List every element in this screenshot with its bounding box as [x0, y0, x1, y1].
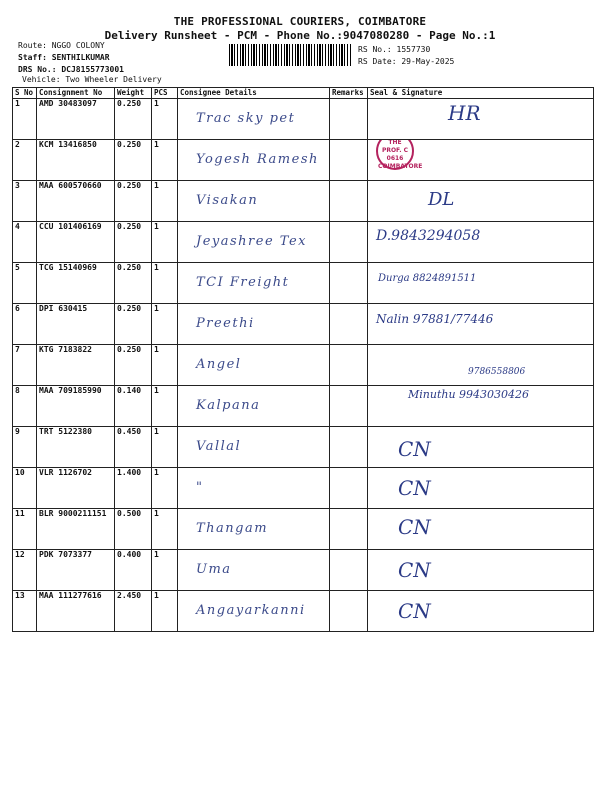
company-title: THE PROFESSIONAL COURIERS, COIMBATORE — [173, 15, 427, 28]
table-row — [13, 386, 594, 427]
consignee-name: Kalpana — [196, 398, 261, 413]
handwritten-signature: CN — [398, 515, 431, 539]
rs-no-value: 1557730 — [396, 45, 431, 54]
row-consignment-no: MAA 111277616 — [37, 591, 115, 632]
row-signature — [368, 304, 594, 345]
row-consignment-no: KTG 7183822 — [37, 345, 115, 386]
row-pcs: 1 — [152, 427, 178, 468]
runsheet-table — [12, 87, 594, 632]
row-pcs: 1 — [152, 591, 178, 632]
row-sno: 10 — [13, 468, 37, 509]
row-remarks — [330, 345, 368, 386]
row-consignment-no: PDK 7073377 — [37, 550, 115, 591]
row-pcs: 1 — [152, 222, 178, 263]
row-pcs: 1 — [152, 304, 178, 345]
col-pcs: PCS — [152, 88, 178, 99]
route-value: NGGO COLONY — [51, 41, 105, 50]
vehicle-value: Two Wheeler Delivery — [65, 75, 162, 84]
row-pcs: 1 — [152, 99, 178, 140]
row-consignment-no: MAA 600570660 — [37, 181, 115, 222]
row-weight: 0.250 — [115, 304, 152, 345]
row-consignment-no: CCU 101406169 — [37, 222, 115, 263]
row-signature — [368, 591, 594, 632]
row-signature — [368, 427, 594, 468]
row-consignee — [178, 509, 330, 550]
table-row — [13, 550, 594, 591]
consignee-name: Jeyashree Tex — [196, 234, 307, 249]
rs-date-value: 29-May-2025 — [401, 57, 455, 66]
row-weight: 0.250 — [115, 222, 152, 263]
table-row — [13, 468, 594, 509]
row-pcs: 1 — [152, 345, 178, 386]
row-remarks — [330, 550, 368, 591]
row-signature — [368, 263, 594, 304]
row-sno: 2 — [13, 140, 37, 181]
col-consignee: Consignee Details — [178, 88, 330, 99]
table-row — [13, 591, 594, 632]
handwritten-signature: Durga 8824891511 — [378, 273, 477, 284]
row-consignment-no: BLR 9000211151 — [37, 509, 115, 550]
handwritten-signature: 9786558806 — [468, 367, 526, 377]
row-consignee — [178, 304, 330, 345]
row-sno: 8 — [13, 386, 37, 427]
row-consignment-no: DPI 630415 — [37, 304, 115, 345]
row-pcs: 1 — [152, 550, 178, 591]
row-weight: 0.250 — [115, 140, 152, 181]
row-sno: 3 — [13, 181, 37, 222]
row-pcs: 1 — [152, 140, 178, 181]
consignee-name: Yogesh Ramesh — [196, 152, 319, 167]
consignee-name: Preethi — [196, 316, 255, 331]
row-weight: 0.500 — [115, 509, 152, 550]
table-header — [13, 88, 594, 99]
row-weight: 0.250 — [115, 345, 152, 386]
row-sno: 7 — [13, 345, 37, 386]
row-consignee — [178, 140, 330, 181]
drs-line: DRS No.: DCJ8155773001 — [18, 65, 124, 74]
row-signature — [368, 140, 594, 181]
col-remarks: Remarks — [330, 88, 368, 99]
table-row — [13, 427, 594, 468]
row-consignment-no: MAA 709185990 — [37, 386, 115, 427]
row-weight: 0.250 — [115, 263, 152, 304]
row-remarks — [330, 263, 368, 304]
row-signature — [368, 386, 594, 427]
row-remarks — [330, 99, 368, 140]
row-pcs: 1 — [152, 181, 178, 222]
drs-value: DCJ8155773001 — [61, 65, 124, 74]
row-consignee — [178, 222, 330, 263]
row-signature — [368, 345, 594, 386]
row-weight: 2.450 — [115, 591, 152, 632]
runsheet-subtitle: Delivery Runsheet - PCM - Phone No.:9047080280 - Page No.:1 — [104, 29, 496, 42]
row-remarks — [330, 181, 368, 222]
row-weight: 0.250 — [115, 181, 152, 222]
handwritten-signature: Nalin 97881/77446 — [376, 312, 494, 326]
row-consignee — [178, 386, 330, 427]
consignee-name: Angel — [196, 357, 242, 372]
col-seal-signature: Seal & Signature — [368, 88, 594, 99]
row-remarks — [330, 222, 368, 263]
row-sno: 1 — [13, 99, 37, 140]
row-remarks — [330, 509, 368, 550]
consignee-name: Angayarkanni — [196, 603, 306, 618]
row-consignment-no: TCG 15140969 — [37, 263, 115, 304]
row-signature — [368, 468, 594, 509]
row-weight: 0.250 — [115, 99, 152, 140]
consignee-name: Trac sky pet — [196, 111, 296, 126]
row-weight: 1.400 — [115, 468, 152, 509]
row-remarks — [330, 386, 368, 427]
row-sno: 5 — [13, 263, 37, 304]
handwritten-signature: D.9843294058 — [376, 228, 481, 244]
row-consignee — [178, 427, 330, 468]
row-consignee — [178, 468, 330, 509]
row-pcs: 1 — [152, 263, 178, 304]
row-signature — [368, 181, 594, 222]
handwritten-signature: CN — [398, 558, 431, 582]
handwritten-signature: CN — [398, 437, 431, 461]
handwritten-signature: CN — [398, 599, 431, 623]
handwritten-signature: CN — [398, 476, 431, 500]
consignee-name: Visakan — [196, 193, 259, 208]
row-consignment-no: TRT 5122380 — [37, 427, 115, 468]
table-row — [13, 509, 594, 550]
row-weight: 0.400 — [115, 550, 152, 591]
table-row — [13, 345, 594, 386]
courier-seal-stamp: THE PROF. C 0616 COIMBATORE — [376, 140, 414, 171]
row-consignment-no: AMD 30483097 — [37, 99, 115, 140]
row-sno: 4 — [13, 222, 37, 263]
col-weight: Weight — [115, 88, 152, 99]
table-row — [13, 304, 594, 345]
row-signature — [368, 222, 594, 263]
table-row — [13, 263, 594, 304]
handwritten-signature: HR — [448, 101, 481, 125]
staff-line: Staff: SENTHILKUMAR — [18, 53, 110, 62]
row-sno: 13 — [13, 591, 37, 632]
consignee-name: Thangam — [196, 521, 269, 536]
row-consignee — [178, 99, 330, 140]
row-weight: 0.450 — [115, 427, 152, 468]
staff-value: SENTHILKUMAR — [51, 53, 110, 62]
row-sno: 6 — [13, 304, 37, 345]
row-pcs: 1 — [152, 386, 178, 427]
rs-no-line: RS No.: 1557730 — [358, 45, 431, 54]
vehicle-line: Vehicle: Two Wheeler Delivery — [22, 75, 162, 84]
row-consignee — [178, 263, 330, 304]
handwritten-signature: Minuthu 9943030426 — [408, 388, 530, 401]
col-consignment: Consignment No — [37, 88, 115, 99]
row-pcs: 1 — [152, 509, 178, 550]
row-sno: 9 — [13, 427, 37, 468]
row-pcs: 1 — [152, 468, 178, 509]
row-remarks — [330, 427, 368, 468]
row-remarks — [330, 591, 368, 632]
row-consignee — [178, 181, 330, 222]
barcode — [229, 44, 351, 66]
row-sno: 11 — [13, 509, 37, 550]
row-consignee — [178, 345, 330, 386]
table-row — [13, 140, 594, 181]
row-consignee — [178, 550, 330, 591]
row-signature — [368, 99, 594, 140]
consignee-name: Vallal — [196, 439, 242, 454]
row-signature — [368, 550, 594, 591]
row-remarks — [330, 140, 368, 181]
row-remarks — [330, 304, 368, 345]
consignee-name: TCI Freight — [196, 275, 290, 290]
table-row — [13, 99, 594, 140]
row-weight: 0.140 — [115, 386, 152, 427]
handwritten-signature: DL — [428, 189, 455, 210]
table-row — [13, 222, 594, 263]
row-remarks — [330, 468, 368, 509]
row-consignee — [178, 591, 330, 632]
consignee-name: Uma — [196, 562, 232, 577]
route-line: Route: NGGO COLONY — [18, 41, 105, 50]
col-sno: S No — [13, 88, 37, 99]
table-row — [13, 181, 594, 222]
row-signature — [368, 509, 594, 550]
row-consignment-no: VLR 1126702 — [37, 468, 115, 509]
row-sno: 12 — [13, 550, 37, 591]
row-consignment-no: KCM 13416850 — [37, 140, 115, 181]
consignee-name: " — [196, 480, 204, 495]
rs-date-line: RS Date: 29-May-2025 — [358, 57, 455, 66]
